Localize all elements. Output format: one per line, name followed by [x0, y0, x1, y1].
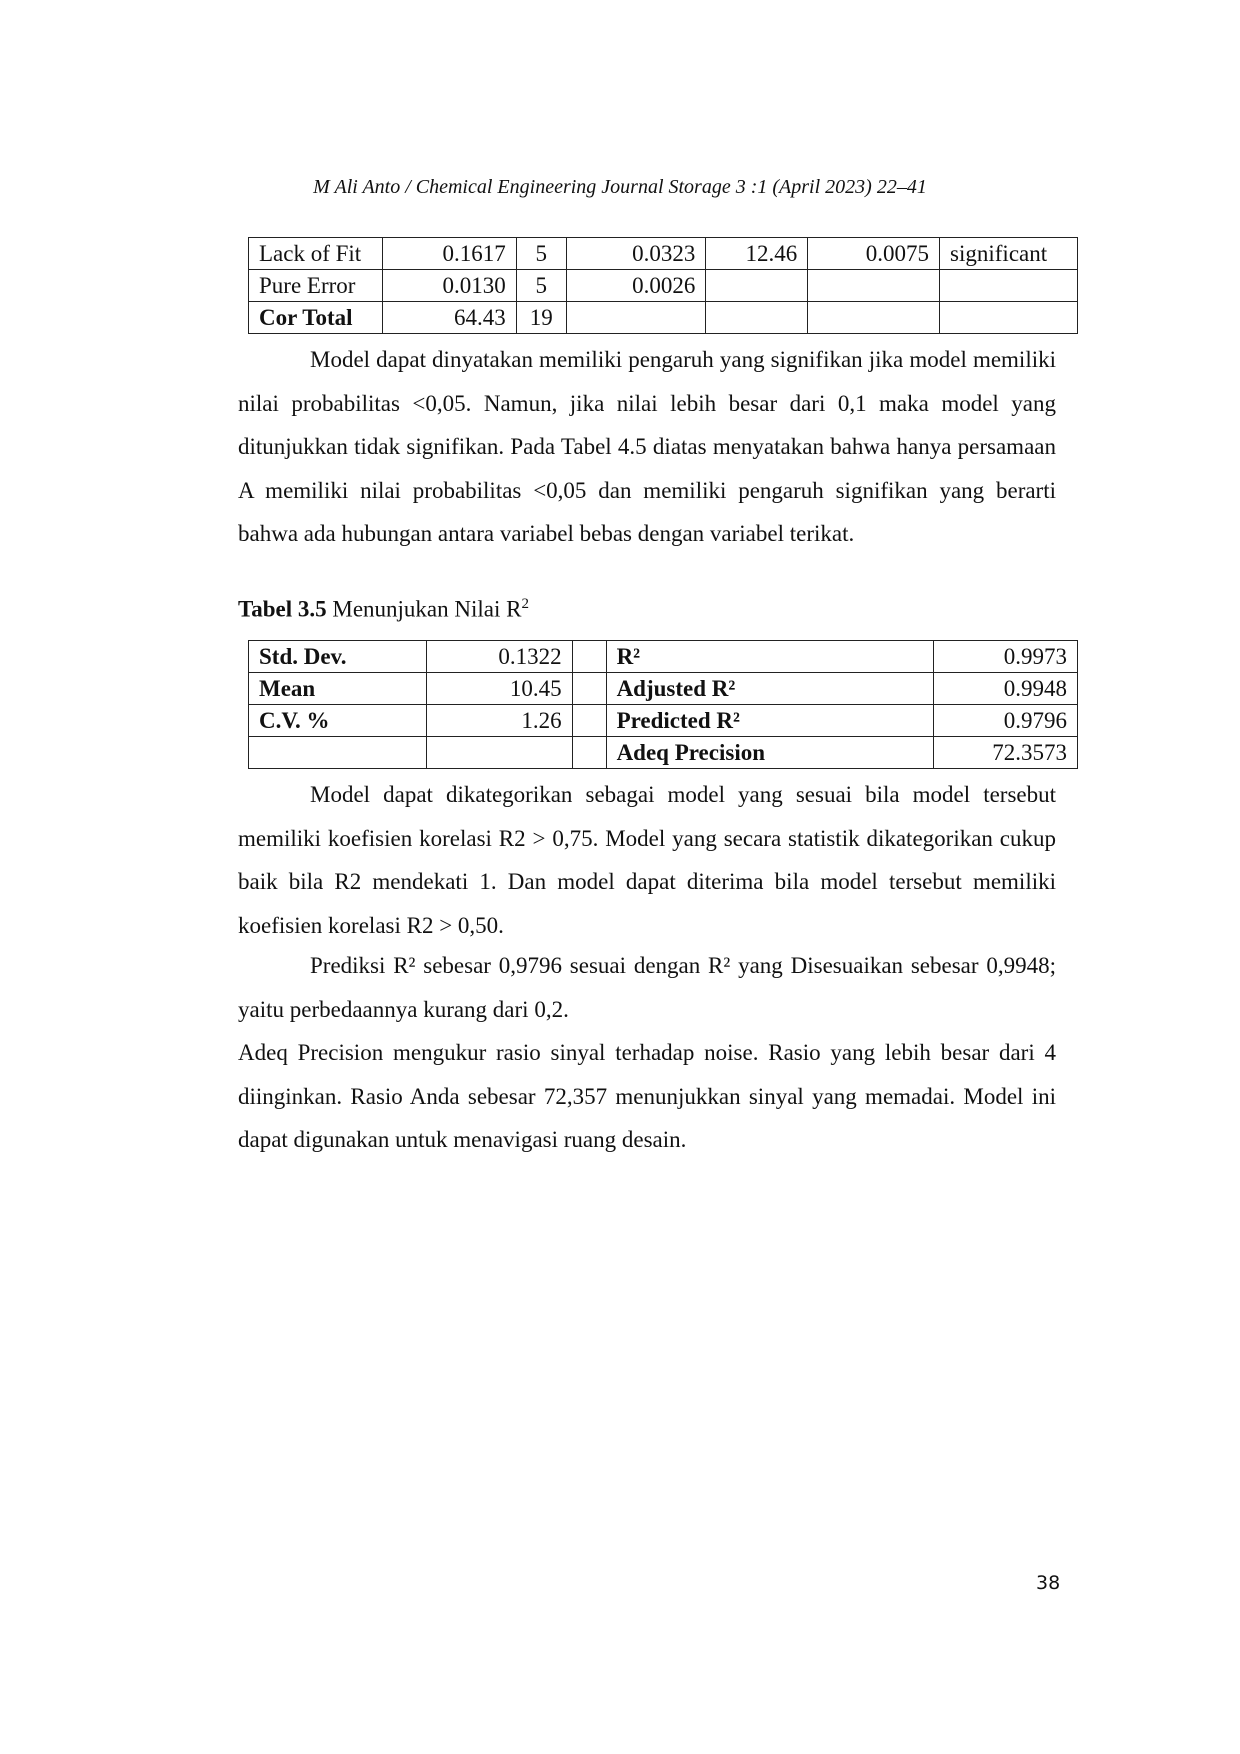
table-cell — [808, 270, 940, 302]
table-cell: Lack of Fit — [249, 238, 383, 270]
table-cell: 0.9796 — [934, 705, 1078, 737]
table-row — [249, 737, 1078, 769]
table-row — [249, 641, 1078, 673]
table-cell: 19 — [516, 302, 566, 334]
paragraph-significance: Model dapat dinyatakan memiliki pengaruh yang signifikan jika model memiliki nilai probabilitas <0,05. Namun, jika nilai lebih besar dari 0,1 maka model yang ditunjukkan tidak signifikan. Pada Tabel 4.5 diatas menyatakan bahwa hanya persamaan A memiliki nilai probabilitas <0,05 dan memiliki pengaruh signifikan yang berarti bahwa ada hubungan antara variabel bebas dengan variabel terikat. — [238, 347, 1056, 546]
table-cell: 5 — [516, 238, 566, 270]
table-cell: 64.43 — [382, 302, 516, 334]
table-cell — [572, 705, 606, 737]
table-cell — [249, 737, 427, 769]
paragraph-predicted-r2: Prediksi R² sebesar 0,9796 sesuai dengan R² yang Disesuaikan sebesar 0,9948; yaitu perbedaannya kurang dari 0,2. — [238, 953, 1056, 1022]
table-row — [249, 302, 1078, 334]
table-cell — [572, 737, 606, 769]
table-cell: 0.0026 — [566, 270, 706, 302]
page-number: 38 — [1036, 1572, 1061, 1594]
table-caption — [238, 596, 529, 623]
table-cell: 0.9948 — [934, 673, 1078, 705]
table-cell: 0.0323 — [566, 238, 706, 270]
table-caption-text: Menunjukan Nilai R — [326, 596, 522, 622]
table-cell — [706, 270, 808, 302]
paragraph-r2-category: Model dapat dikategorikan sebagai model yang sesuai bila model tersebut memiliki koefisien korelasi R2 > 0,75. Model yang secara statistik dikategorikan cukup baik bila R2 mendekati 1. Dan model dapat diterima bila model tersebut memiliki koefisien korelasi R2 > 0,50. — [238, 782, 1056, 938]
table-caption-superscript: 2 — [521, 596, 529, 612]
table-cell: Adjusted R² — [606, 673, 934, 705]
table-cell: 72.3573 — [934, 737, 1078, 769]
table-cell: Predicted R² — [606, 705, 934, 737]
table-cell: 12.46 — [706, 238, 808, 270]
table-cell: 10.45 — [426, 673, 572, 705]
table-caption-label: Tabel 3.5 — [238, 596, 327, 622]
table-cell: 0.0075 — [808, 238, 940, 270]
table-row — [249, 238, 1078, 270]
table-cell: Adeq Precision — [606, 737, 934, 769]
table-cell — [808, 302, 940, 334]
table-cell — [706, 302, 808, 334]
running-header: M Ali Anto / Chemical Engineering Journal Storage 3 :1 (April 2023) 22–41 — [313, 176, 927, 198]
table-cell: significant — [940, 238, 1078, 270]
table-cell: 0.1322 — [426, 641, 572, 673]
table-cell — [572, 641, 606, 673]
table-cell: Cor Total — [249, 302, 383, 334]
table-cell — [426, 737, 572, 769]
table-cell: Std. Dev. — [249, 641, 427, 673]
table-cell: 0.9973 — [934, 641, 1078, 673]
table-cell: C.V. % — [249, 705, 427, 737]
table-cell: 0.1617 — [382, 238, 516, 270]
r-squared-table — [248, 640, 1078, 769]
table-cell — [940, 270, 1078, 302]
table-cell: Mean — [249, 673, 427, 705]
table-cell: 0.0130 — [382, 270, 516, 302]
anova-table — [248, 237, 1078, 334]
table-row — [249, 270, 1078, 302]
table-cell — [566, 302, 706, 334]
table-row — [249, 673, 1078, 705]
table-cell: R² — [606, 641, 934, 673]
table-row — [249, 705, 1078, 737]
table-cell: 5 — [516, 270, 566, 302]
table-cell — [940, 302, 1078, 334]
table-cell: 1.26 — [426, 705, 572, 737]
paragraph-adeq-precision: Adeq Precision mengukur rasio sinyal terhadap noise. Rasio yang lebih besar dari 4 diinginkan. Rasio Anda sebesar 72,357 menunjukkan sinyal yang memadai. Model ini dapat digunakan untuk menavigasi ruang desain. — [238, 1040, 1056, 1152]
table-cell — [572, 673, 606, 705]
table-cell: Pure Error — [249, 270, 383, 302]
